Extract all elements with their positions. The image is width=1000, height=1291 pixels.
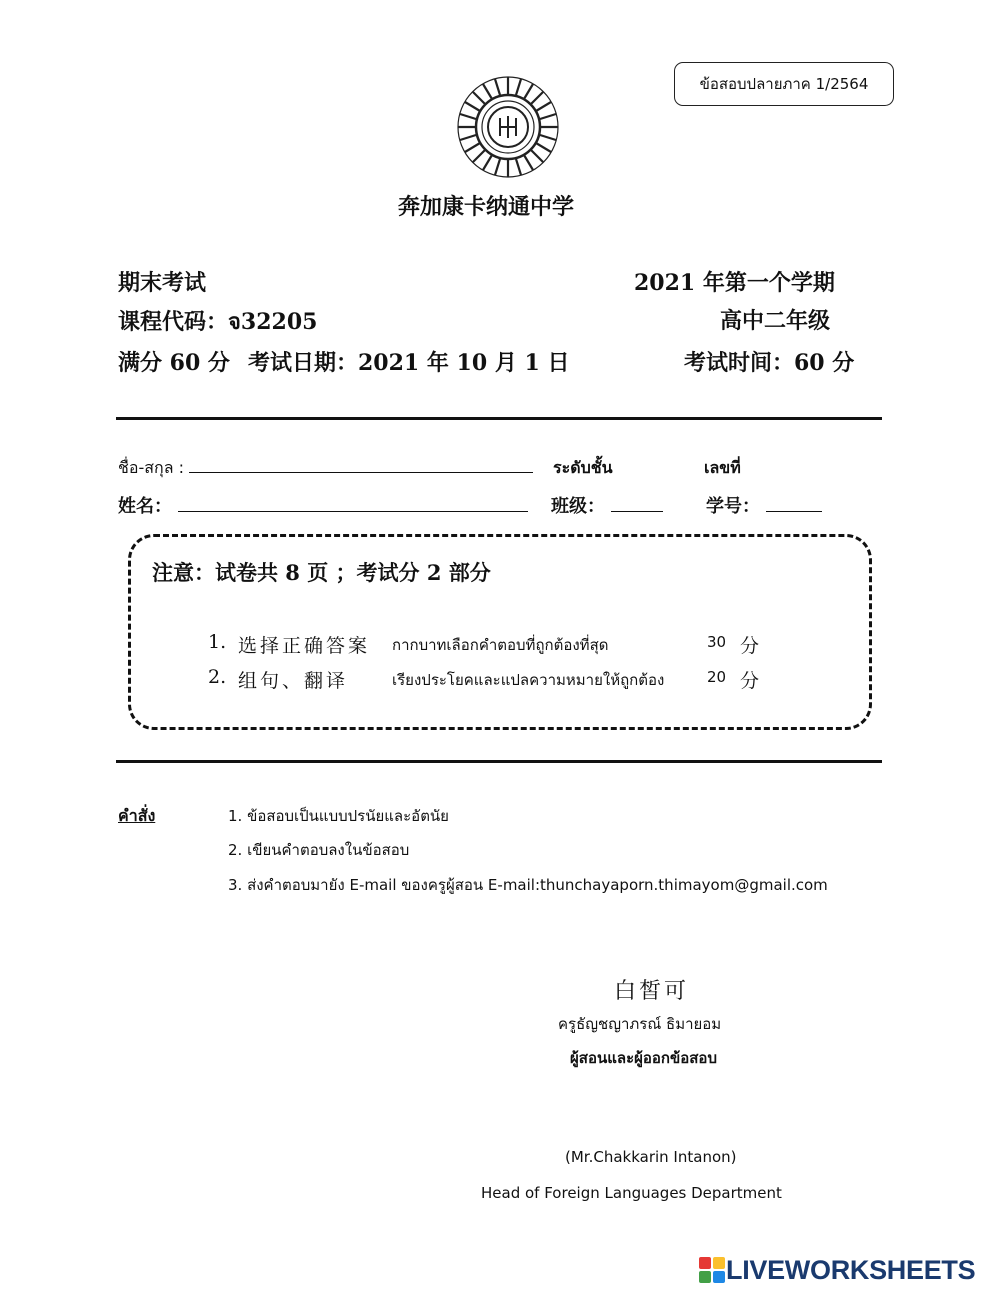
teacher-cn-signature: 白皙可 xyxy=(614,979,690,1004)
course-code: 课程代码：จ32205 xyxy=(118,309,318,335)
instruction-1: 1. ข้อสอบเป็นแบบปรนัยและอัตนัย xyxy=(228,807,449,825)
note-title: 注意：试卷共 8 页 ；考试分 2 部分 xyxy=(152,560,491,585)
number-th-label: เลขที่ xyxy=(704,458,741,477)
grade-level: 高中二年级 xyxy=(720,308,831,334)
part-1-score: 30 xyxy=(707,633,727,651)
school-name: 奔加康卡纳通中学 xyxy=(398,194,575,220)
name-cn-blank[interactable] xyxy=(178,495,528,512)
full-score: 满分 60 分 xyxy=(118,350,230,376)
head-name: (Mr.Chakkarin Intanon) xyxy=(565,1148,737,1166)
liveworksheets-text: LIVEWORKSHEETS xyxy=(726,1254,976,1285)
exam-tag xyxy=(674,62,894,106)
liveworksheets-logo xyxy=(698,1255,975,1285)
teacher-th-name: ครูธัญชญาภรณ์ ธิมายอม xyxy=(558,1015,722,1033)
part-2-num: 2. xyxy=(208,666,227,688)
exam-type: 期末考试 xyxy=(118,270,207,296)
part-1-unit: 分 xyxy=(740,635,760,657)
school-seal-icon xyxy=(455,74,561,180)
exam-duration: 考试时间：60 分 xyxy=(684,350,855,376)
liveworksheets-blocks-icon xyxy=(698,1256,726,1284)
semester: 2021 年第一个学期 xyxy=(634,270,835,296)
divider-top xyxy=(116,417,882,420)
head-role: Head of Foreign Languages Department xyxy=(481,1184,782,1202)
exam-tag-text: ข้อสอบปลายภาค 1/2564 xyxy=(699,75,869,93)
name-th-field xyxy=(118,456,533,481)
part-1-num: 1. xyxy=(208,631,227,653)
name-cn-field xyxy=(118,492,528,518)
class-cn-field xyxy=(551,492,663,518)
name-th-blank[interactable] xyxy=(189,456,533,473)
exam-date: 考试日期：2021 年 10 月 1 日 xyxy=(248,350,570,376)
class-cn-label: 班级： xyxy=(551,496,605,517)
class-cn-blank[interactable] xyxy=(611,495,663,512)
divider-bottom xyxy=(116,760,882,763)
part-2-score: 20 xyxy=(707,668,727,686)
level-th-label: ระดับชั้น xyxy=(553,458,613,477)
part-1-th: กากบาทเลือกคำตอบที่ถูกต้องที่สุด xyxy=(392,636,609,654)
part-2-unit: 分 xyxy=(740,670,760,692)
id-cn-field xyxy=(706,492,822,518)
instruction-2: 2. เขียนคำตอบลงในข้อสอบ xyxy=(228,841,410,859)
part-2-cn: 组句、翻译 xyxy=(238,670,349,692)
name-cn-label: 姓名： xyxy=(118,496,172,517)
id-cn-blank[interactable] xyxy=(766,495,822,512)
instruction-3: 3. ส่งคำตอบมายัง E-mail ของครูผู้สอน E-mail:thunchayaporn.thimayom@gmail.com xyxy=(228,876,828,894)
part-2-th: เรียงประโยคและแปลความหมายให้ถูกต้อง xyxy=(392,671,665,689)
instructions-label: คำสั่ง xyxy=(118,806,156,825)
id-cn-label: 学号： xyxy=(706,496,760,517)
teacher-role: ผู้สอนและผู้ออกข้อสอบ xyxy=(570,1049,717,1067)
part-1-cn: 选择正确答案 xyxy=(238,635,371,657)
name-th-label: ชื่อ-สกุล : xyxy=(118,458,184,477)
